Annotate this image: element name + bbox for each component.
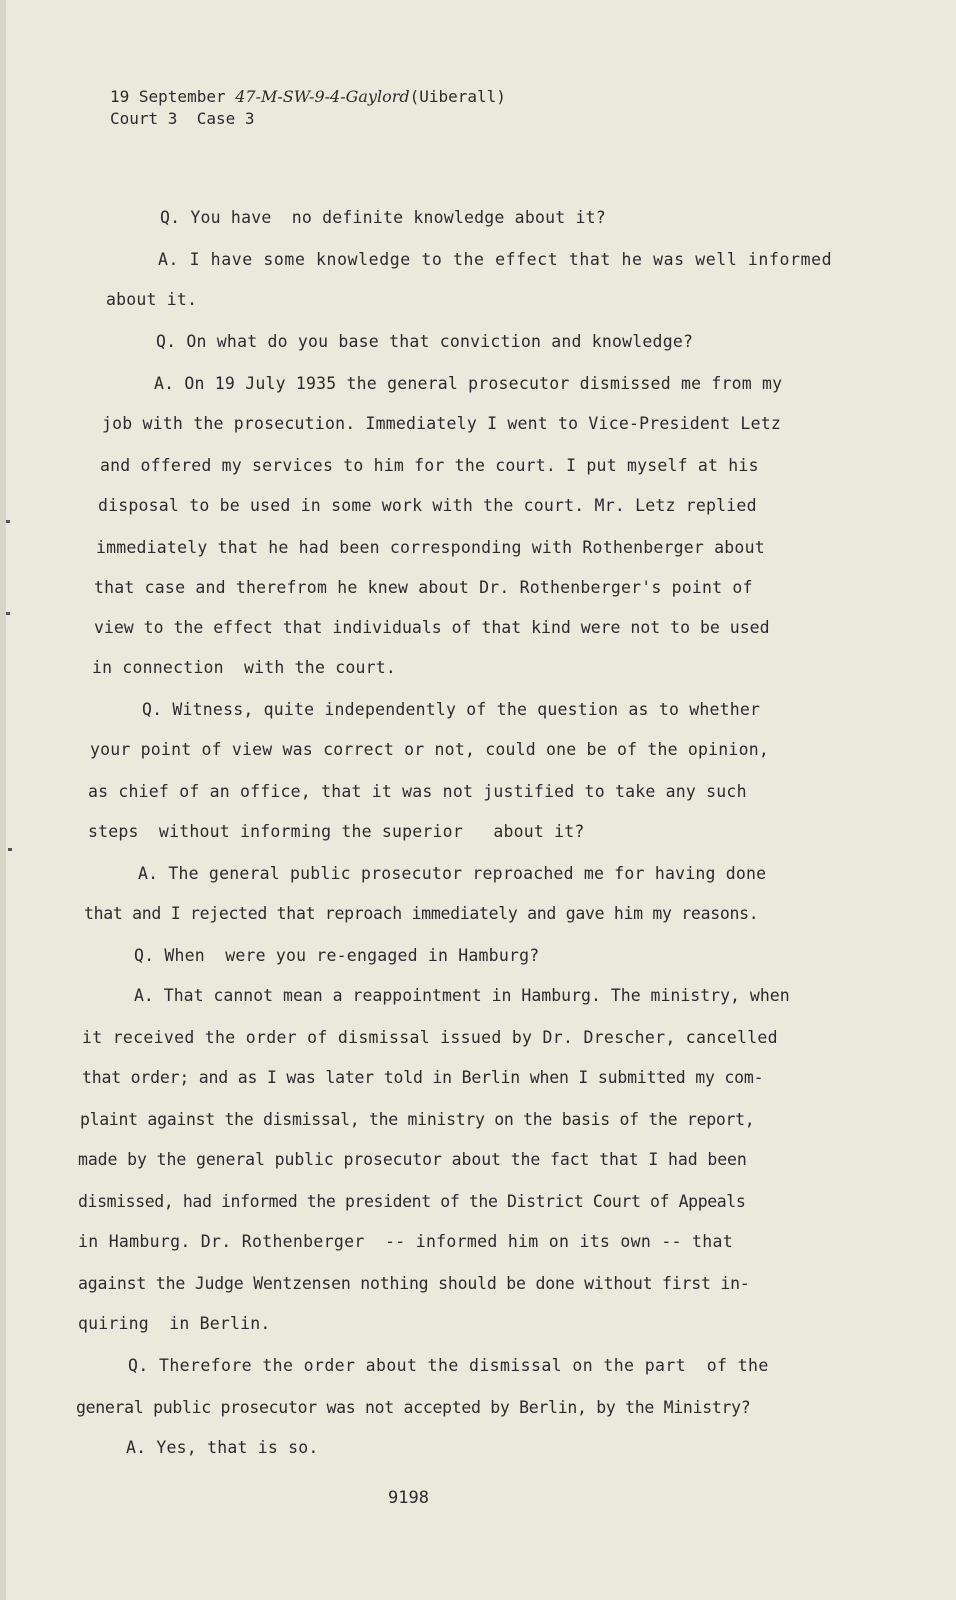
text-line: made by the general public prosecutor about the fact that I had been [78,1150,747,1169]
margin-mark [6,520,10,523]
header-line-1: 19 September 47-M-SW-9-4-Gaylord(Uiberall) [110,87,506,106]
text-line: quiring in Berlin. [78,1314,271,1333]
text-line: immediately that he had been corresponding with Rothenberger about [96,538,765,557]
text-line: Q. On what do you base that conviction and knowledge? [156,332,694,351]
text-line: about it. [106,290,198,309]
text-line: job with the prosecution. Immediately I went to Vice-President Letz [102,414,781,433]
handwritten-session-code: 47-M-SW-9-4-Gaylord [235,87,410,106]
text-line: it received the order of dismissal issued by Dr. Drescher, cancelled [82,1028,778,1047]
text-line: that case and therefrom he knew about Dr. Rothenberger's point of [94,578,753,597]
text-line: view to the effect that individuals of that kind were not to be used [94,618,770,637]
transcript-header [110,86,506,130]
text-line: A. Yes, that is so. [126,1438,319,1457]
margin-mark [8,848,12,851]
header-line-2: Court 3 Case 3 [110,109,255,128]
text-line: A. That cannot mean a reappointment in Hamburg. The ministry, when [134,986,790,1005]
text-line: against the Judge Wentzensen nothing should be done without first in- [78,1274,750,1293]
text-line: A. The general public prosecutor reproached me for having done [138,864,767,883]
page-number: 9198 [388,1488,429,1508]
text-line: your point of view was correct or not, could one be of the opinion, [90,740,769,759]
text-line: that order; and as I was later told in Berlin when I submitted my com- [82,1068,764,1087]
text-line: general public prosecutor was not accepted by Berlin, by the Ministry? [76,1398,751,1417]
text-line: Q. You have no definite knowledge about it? [160,208,606,227]
text-line: plaint against the dismissal, the ministry on the basis of the report, [80,1110,755,1129]
text-line: as chief of an office, that it was not justified to take any such [88,782,747,801]
text-line: Q. Witness, quite independently of the question as to whether [142,700,761,719]
text-line: and offered my services to him for the court. I put myself at his [100,456,759,475]
text-line: dismissed, had informed the president of the District Court of Appeals [78,1192,746,1211]
text-line: in connection with the court. [92,658,397,677]
text-line: that and I rejected that reproach immediately and gave him my reasons. [84,904,759,923]
page-edge-shadow [0,0,6,1600]
text-line: in Hamburg. Dr. Rothenberger -- informed him on its own -- that [78,1232,733,1251]
text-line: steps without informing the superior about it? [88,822,585,841]
text-line: A. On 19 July 1935 the general prosecutor dismissed me from my [154,374,783,393]
text-line: Q. When were you re-engaged in Hamburg? [134,946,540,965]
text-line: A. I have some knowledge to the effect that he was well informed [158,250,833,269]
text-line: Q. Therefore the order about the dismissal on the part of the [128,1356,769,1375]
text-line: disposal to be used in some work with the court. Mr. Letz replied [98,496,757,515]
margin-mark [6,612,10,615]
